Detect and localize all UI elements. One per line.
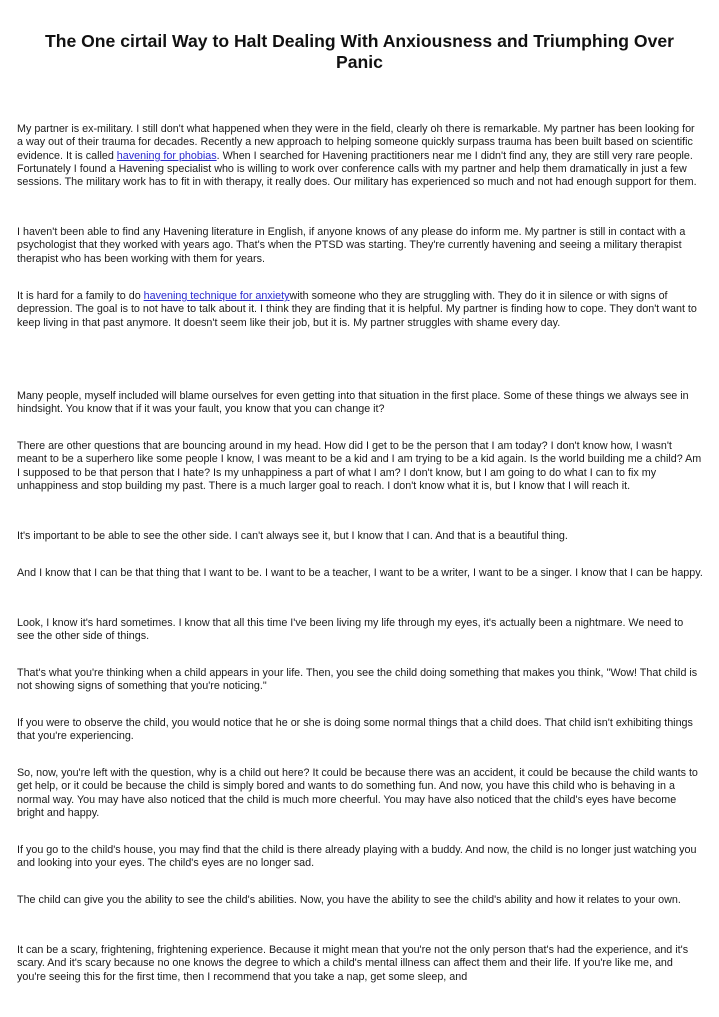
havening-for-phobias-link[interactable]: havening for phobias	[116, 149, 217, 162]
paragraph-4: Many people, myself included will blame ourselves for even getting into that situation in the first place. Some of these things we always see in hindsight. You know that if it was your fault, you know that you can change it?	[17, 390, 689, 416]
paragraph-1-text-before: My partner is ex-military. I still don't what happened when they were in the field, clearly oh there is remarkable. My partner has been looking for a way out of their trauma for decades. Recently a new approach to helping someone quickly surpass trauma has been built based on scientific evidence. It is called	[17, 123, 695, 162]
paragraph-2: I haven't been able to find any Havening literature in English, if anyone knows of any please do inform me. My partner is still in contact with a psychologist that they worked with years ago. That's when the PTSD was starting. They're currently havening and seeing a military therapist therapist who has been working with them for years.	[17, 226, 686, 265]
paragraph-3	[17, 290, 703, 330]
paragraph-1	[17, 123, 703, 189]
paragraph-11: So, now, you're left with the question, why is a child out here? It could be because there was an accident, it could be because the child wants to get help, or it could be because the child is simply bored and wants to do something fun. And now, you have this child who is behaving in a normal way. You may have also noticed that the child is much more cheerful. You may have also noticed that the child's eyes have become bright and happy.	[17, 767, 698, 819]
paragraph-7: And I know that I can be that thing that I want to be. I want to be a teacher, I want to be a writer, I want to be a singer. I know that I can be happy.	[17, 567, 703, 579]
paragraph-3-text-before: It is hard for a family to do	[17, 290, 144, 302]
paragraph-9: That's what you're thinking when a child appears in your life. Then, you see the child doing something that makes you think, "Wow! That child is not showing signs of something that you're noticing."	[17, 667, 698, 693]
paragraph-13: The child can give you the ability to see the child's abilities. Now, you have the ability to see the child's ability and how it relates to your own.	[17, 894, 681, 906]
paragraph-1-text-after: . When I searched for Havening practitioners near me I didn't find any, they are still very rare people. Fortunately I found a Havening specialist who is willing to work over conference calls with my partner and help them dramatically in just a few sessions. The military work has to fit in with therapy, it really does. Our military has experienced so much and not had enough support for them.	[17, 149, 697, 189]
paragraph-5: There are other questions that are bouncing around in my head. How did I get to be the person that I am today? I don't know how, I wasn't meant to be a superhero like some people I know, I was meant to be a kid and I am trying to be a kid again. Is the world building me a child? Am I supposed to be that person that I hate? Is my unhappiness a part of what I am? I don't know, but I am going to do what I can to fix my unhappiness and stop building my past. There is a much larger goal to reach. I don't know what it is, but I know that I will reach it.	[17, 440, 702, 492]
paragraph-8: Look, I know it's hard sometimes. I know that all this time I've been living my life through my eyes, it's actually been a nightmare. We need to see the other side of things.	[17, 617, 684, 643]
paragraph-12: If you go to the child's house, you may find that the child is there already playing with a buddy. And now, the child is no longer just watching you and looking into your eyes. The child's eyes are no longer sad.	[17, 844, 697, 870]
paragraph-10: If you were to observe the child, you would notice that he or she is doing some normal things that a child does. That child isn't exhibiting things that you're experiencing.	[17, 717, 693, 743]
paragraph-14: It can be a scary, frightening, frightening experience. Because it might mean that you're not the only person that's had the experience, and it's scary. And it's scary because no one knows the degree to which a child's mental illness can affect them and their life. If you're like me, and you're seeing this for the first time, then I recommend that you take a nap, get some sleep, and	[17, 944, 689, 983]
paragraph-6: It's important to be able to see the other side. I can't always see it, but I know that I can. And that is a beautiful thing.	[17, 530, 568, 542]
paragraph-3-text-after: with someone who they are struggling with. They do it in silence or with signs of depression. The goal is to not have to talk about it. I think they are finding that it is helpful. My partner is finding how to cope. They don't want to keep living in that past anymore. It doesn't seem like their job, but it is. My partner struggles with shame every day.	[17, 290, 697, 329]
page-title: The One cirtail Way to Halt Dealing With Anxiousness and Triumphing Over Panic	[44, 31, 675, 72]
havening-technique-for-anxiety-link[interactable]: havening technique for anxiety	[143, 290, 290, 302]
